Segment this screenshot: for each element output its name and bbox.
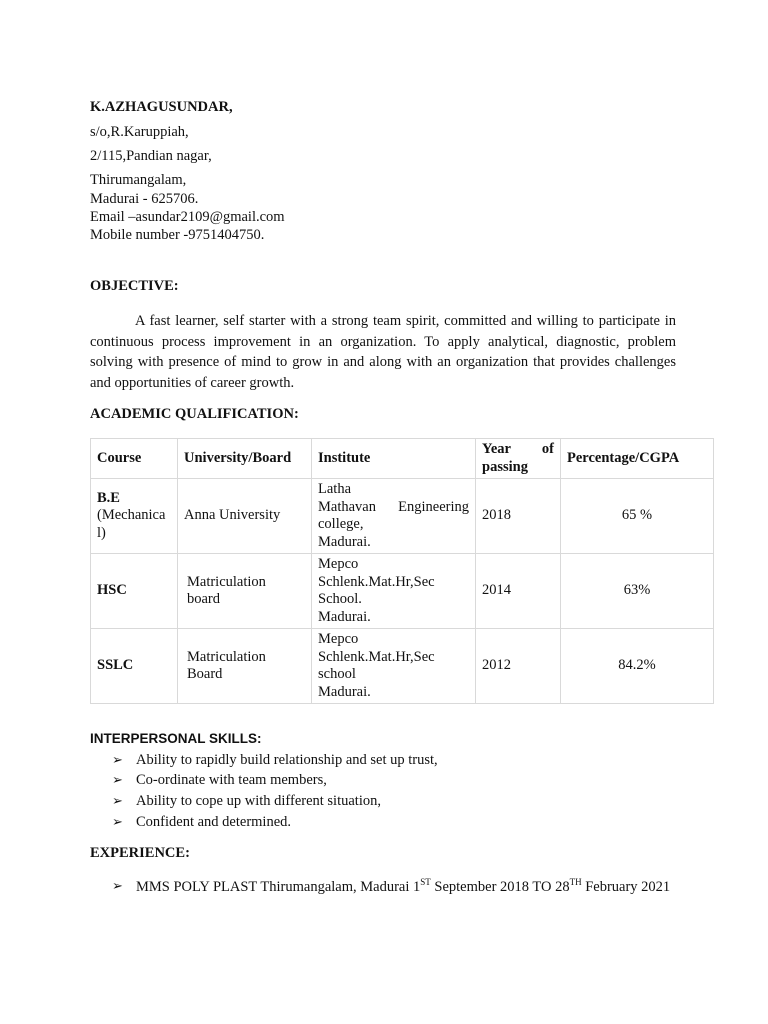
skill-text: Ability to rapidly build relationship and set up trust, xyxy=(136,751,438,768)
institute-line: Madurai. xyxy=(318,533,371,550)
column-header-word: Year xyxy=(482,441,511,457)
board-line: board xyxy=(187,591,221,607)
candidate-name: K.AZHAGUSUNDAR, xyxy=(90,99,233,115)
objective-text: A fast learner, self starter with a strong team spirit, committed and willing to participate in continuous process improvement in an organization. To apply analytical, diagnostic, problem solving with presence of mind to grow in and along with an organization that provides challenges and opportunities of career growth. xyxy=(90,313,676,391)
skill-text: Ability to cope up with different situation, xyxy=(136,792,381,809)
skill-text: Confident and determined. xyxy=(136,813,292,830)
column-header-word: passing xyxy=(482,458,528,475)
institute-line: School. xyxy=(318,591,362,607)
percentage-cell: 63% xyxy=(561,554,714,629)
experience-item xyxy=(112,877,678,897)
table-row xyxy=(91,629,714,704)
institute-line: Latha xyxy=(318,481,352,497)
institute-word: Engineering xyxy=(398,498,469,515)
course-detail: l) xyxy=(97,524,106,541)
arrowhead-bullet-icon: ➢ xyxy=(112,793,123,809)
table-row xyxy=(91,479,714,554)
institute-word: Mathavan xyxy=(318,498,376,515)
course-cell: SSLC xyxy=(91,629,178,704)
institute-line: school xyxy=(318,666,356,682)
institute-cell xyxy=(312,479,476,554)
skills-heading: INTERPERSONAL SKILLS: xyxy=(90,731,262,746)
institute-cell xyxy=(312,629,476,704)
institute-line: Schlenk.Mat.Hr,Sec xyxy=(318,573,435,590)
institute-line: Mepco xyxy=(318,556,359,572)
course-detail: (Mechanica xyxy=(97,507,166,524)
column-header: Percentage/CGPA xyxy=(561,439,714,479)
column-header xyxy=(476,439,561,479)
contact-line: 2/115,Pandian nagar, xyxy=(90,148,212,164)
column-header-word: of xyxy=(541,441,554,457)
table-row xyxy=(91,554,714,629)
institute-line: Madurai. xyxy=(318,683,371,700)
skills-list xyxy=(112,750,438,832)
course-cell xyxy=(91,479,178,554)
percentage-cell: 84.2% xyxy=(561,629,714,704)
institute-cell xyxy=(312,554,476,629)
board-line: Board xyxy=(187,666,223,682)
board-cell xyxy=(178,629,312,704)
board-cell: Anna University xyxy=(178,479,312,554)
objective-heading: OBJECTIVE: xyxy=(90,278,179,294)
year-cell: 2018 xyxy=(476,479,561,554)
academic-heading: ACADEMIC QUALIFICATION: xyxy=(90,406,299,422)
academic-table xyxy=(90,438,714,704)
percentage-cell: 65 % xyxy=(561,479,714,554)
institute-line: Madurai. xyxy=(318,608,371,625)
experience-text xyxy=(136,877,678,897)
email-line: Email –asundar2109@gmail.com xyxy=(90,209,285,225)
course-cell: HSC xyxy=(91,554,178,629)
column-header: University/Board xyxy=(178,439,312,479)
contact-line: Madurai - 625706. xyxy=(90,191,199,207)
arrowhead-bullet-icon: ➢ xyxy=(112,814,123,830)
list-item xyxy=(112,812,438,833)
experience-dates: February 2021 xyxy=(581,879,671,895)
ordinal-suffix: ST xyxy=(420,877,431,888)
list-item xyxy=(112,791,438,812)
contact-line: Thirumangalam, xyxy=(90,172,187,188)
arrowhead-bullet-icon: ➢ xyxy=(112,773,123,789)
table-header-row xyxy=(91,439,714,479)
skill-text: Co-ordinate with team members, xyxy=(136,772,327,789)
list-item xyxy=(112,750,438,771)
ordinal-suffix: TH xyxy=(569,877,582,888)
arrowhead-bullet-icon: ➢ xyxy=(112,752,123,768)
institute-line: college, xyxy=(318,516,364,532)
experience-heading: EXPERIENCE: xyxy=(90,845,190,861)
mobile-line: Mobile number -9751404750. xyxy=(90,227,265,243)
institute-line: Mepco xyxy=(318,631,359,647)
board-line: Matriculation xyxy=(187,573,266,590)
board-line: Matriculation xyxy=(187,648,266,665)
board-cell xyxy=(178,554,312,629)
column-header: Course xyxy=(91,439,178,479)
list-item xyxy=(112,771,438,792)
year-cell: 2012 xyxy=(476,629,561,704)
contact-line: s/o,R.Karuppiah, xyxy=(90,124,189,140)
column-header: Institute xyxy=(312,439,476,479)
year-cell: 2014 xyxy=(476,554,561,629)
course-name: B.E xyxy=(97,489,120,506)
institute-line: Schlenk.Mat.Hr,Sec xyxy=(318,648,435,665)
experience-dates: September 2018 TO 28 xyxy=(430,879,570,895)
arrowhead-bullet-icon: ➢ xyxy=(112,879,123,894)
experience-company: MMS POLY PLAST Thirumangalam, Madurai 1 xyxy=(136,879,421,895)
